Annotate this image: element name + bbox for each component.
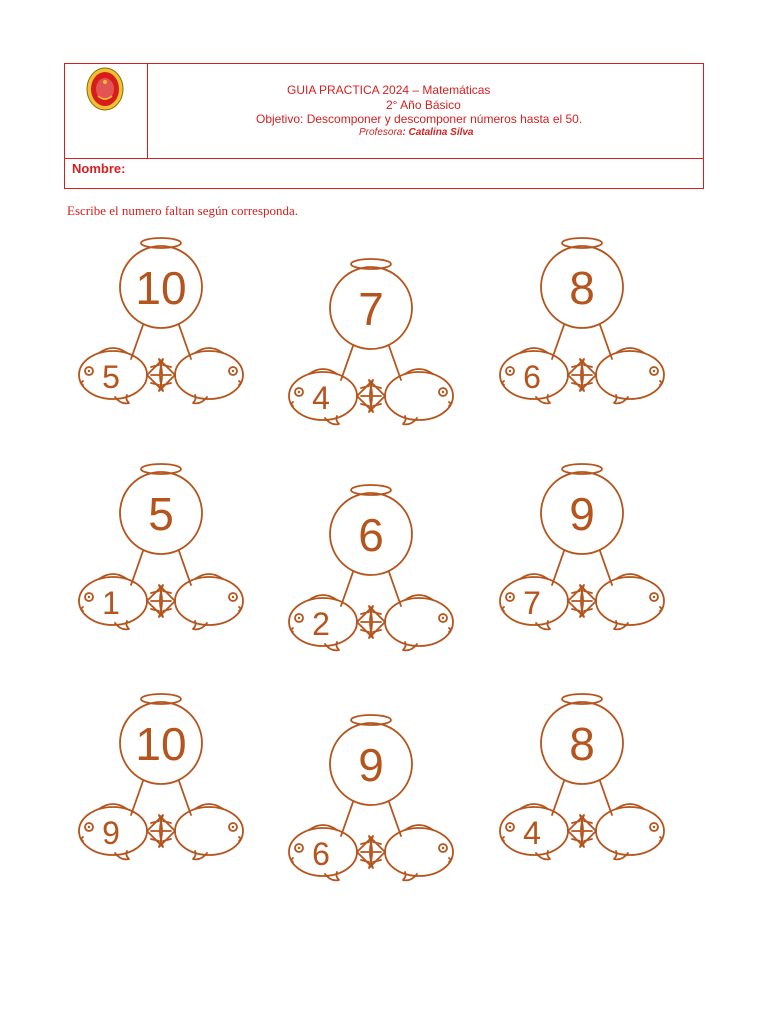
bowl-total: 8	[569, 262, 595, 314]
instruction-text: Escribe el numero faltan según corresponda.	[67, 203, 299, 218]
connector-lines	[341, 802, 401, 836]
fish-part: 9	[102, 815, 120, 851]
fish-part: 6	[523, 359, 541, 395]
left-fish-icon	[500, 348, 584, 403]
exercise-6	[500, 464, 664, 629]
fish-part: 7	[523, 585, 541, 621]
left-fish-icon	[289, 595, 373, 650]
exercise-1	[79, 238, 243, 403]
answer-blank[interactable]	[405, 608, 433, 636]
exercise-5	[289, 485, 453, 650]
bowl-total: 10	[135, 718, 187, 770]
left-fish-icon	[500, 574, 584, 629]
connector-lines	[552, 781, 612, 815]
exercise-3	[500, 238, 664, 403]
connector-lines	[552, 551, 612, 585]
objective: Objetivo: Descomponer y descomponer números hasta el 50.	[256, 112, 583, 126]
left-fish-icon	[289, 369, 373, 424]
exercise-2	[289, 259, 453, 424]
answer-blank[interactable]	[616, 361, 644, 389]
answer-blank[interactable]	[195, 817, 223, 845]
exercise-8	[289, 715, 453, 880]
answer-blank[interactable]	[616, 817, 644, 845]
bowl-total: 9	[569, 488, 595, 540]
left-fish-icon	[79, 348, 163, 403]
bowl-total: 9	[358, 739, 384, 791]
bowl-total: 6	[358, 509, 384, 561]
connector-lines	[131, 781, 191, 815]
fish-part: 5	[102, 359, 120, 395]
bowl-total: 10	[135, 262, 187, 314]
fish-part: 6	[312, 836, 330, 872]
bowl-total: 5	[148, 488, 174, 540]
fish-part: 4	[312, 380, 330, 416]
worksheet-title: GUIA PRACTICA 2024 – Matemáticas	[287, 83, 491, 97]
exercise-4	[79, 464, 243, 629]
fish-part: 1	[102, 585, 120, 621]
left-fish-icon	[79, 804, 163, 859]
teacher-name: : Catalina Silva	[402, 127, 474, 138]
answer-blank[interactable]	[195, 361, 223, 389]
answer-blank[interactable]	[405, 382, 433, 410]
name-label: Nombre:	[72, 161, 126, 176]
answer-blank[interactable]	[405, 838, 433, 866]
bowl-total: 8	[569, 718, 595, 770]
fish-part: 2	[312, 606, 330, 642]
teacher-label: Profesora	[359, 127, 403, 138]
connector-lines	[552, 325, 612, 359]
answer-blank[interactable]	[195, 587, 223, 615]
exercise-9	[500, 694, 664, 859]
connector-lines	[131, 551, 191, 585]
grade-level: 2° Año Básico	[386, 98, 461, 112]
connector-lines	[341, 572, 401, 606]
connector-lines	[131, 325, 191, 359]
exercise-7	[79, 694, 243, 859]
answer-blank[interactable]	[616, 587, 644, 615]
bowl-total: 7	[358, 283, 384, 335]
left-fish-icon	[500, 804, 584, 859]
left-fish-icon	[289, 825, 373, 880]
fish-part: 4	[523, 815, 541, 851]
connector-lines	[341, 346, 401, 380]
left-fish-icon	[79, 574, 163, 629]
